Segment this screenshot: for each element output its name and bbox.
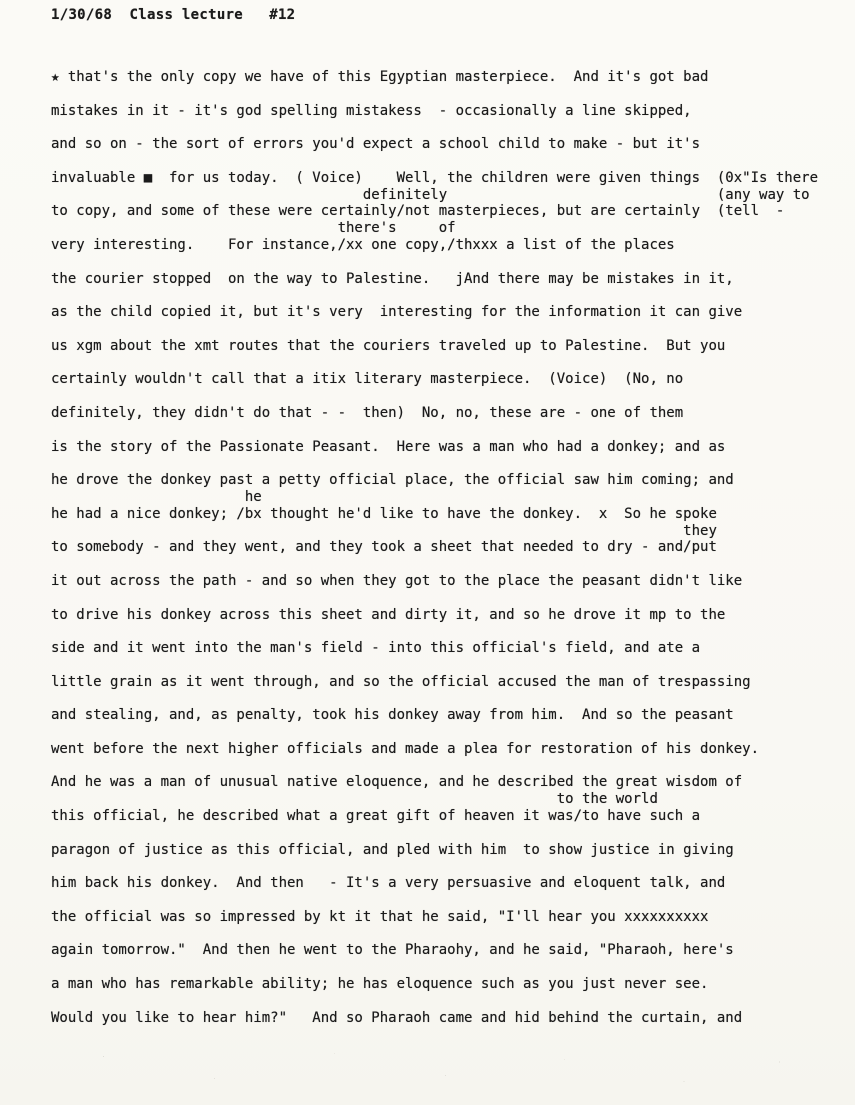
document-line: as the child copied it, but it's very interesting for the information it can give (51, 304, 743, 321)
document-line: certainly wouldn't call that a itix literary masterpiece. (Voice) (No, no (51, 371, 684, 388)
document-line: he (51, 488, 262, 505)
document-line: again tomorrow." And then he went to the Pharaohy, and he said, "Pharaoh, here's (51, 942, 734, 959)
document-line (51, 590, 855, 607)
document-line (51, 858, 855, 875)
document-line (51, 119, 855, 136)
document-line: And he was a man of unusual native eloquence, and he described the great wisdom of (51, 774, 743, 791)
photocopy-noise (40, 1040, 835, 1095)
document-line (51, 892, 855, 909)
document-line (51, 758, 855, 775)
document-line (51, 355, 855, 372)
document-line: and stealing, and, as penalty, took his donkey away from him. And so the peasant (51, 707, 734, 724)
document-line (51, 657, 855, 674)
document-line (51, 690, 855, 707)
document-line (51, 254, 855, 271)
document-line (51, 623, 855, 640)
document-line: the official was so impressed by kt it that he said, "I'll hear you xxxxxxxxxx (51, 908, 709, 925)
document-line: to drive his donkey across this sheet and dirty it, and so he drove it mp to the (51, 606, 726, 623)
document-line (51, 86, 855, 103)
document-line: ★ that's the only copy we have of this Egyptian masterpiece. And it's got bad (51, 69, 709, 85)
document-line (51, 422, 855, 439)
document-line: definitely, they didn't do that - - then) No, no, these are - one of them (51, 404, 684, 421)
document-line: very interesting. For instance,/xx one copy,/thxxx a list of the places (51, 236, 675, 253)
document-line: to somebody - and they went, and they took a sheet that needed to dry - and/put (51, 539, 717, 556)
document-line (51, 959, 855, 976)
document-line: they (51, 522, 717, 539)
document-line: to copy, and some of these were certainly/not masterpieces, but are certainly (tell - (51, 203, 785, 220)
document-line: there's of (51, 220, 456, 237)
document-line: to the world (51, 791, 658, 808)
document-line (51, 926, 855, 943)
document-line: him back his donkey. And then - It's a very persuasive and eloquent talk, and (51, 875, 726, 892)
document-line: us xgm about the xmt routes that the couriers traveled up to Palestine. But you (51, 337, 726, 354)
document-line: and so on - the sort of errors you'd expect a school child to make - but it's (51, 136, 701, 153)
document-body (51, 69, 855, 1026)
document-line: is the story of the Passionate Peasant. Here was a man who had a donkey; and as (51, 438, 726, 455)
document-line (51, 993, 855, 1010)
document-line: paragon of justice as this official, and pled with him to show justice in giving (51, 841, 734, 858)
document-line: a man who has remarkable ability; he has eloquence such as you just never see. (51, 976, 709, 993)
document-header: 1/30/68 Class lecture #12 (51, 7, 296, 23)
document-line: the courier stopped on the way to Palestine. jAnd there may be mistakes in it, (51, 270, 734, 287)
document-line: this official, he described what a great gift of heaven it was/to have such a (51, 808, 701, 825)
document-line (51, 153, 855, 170)
document-line: little grain as it went through, and so the official accused the man of trespassing (51, 673, 751, 690)
document-line: invaluable ■ for us today. ( Voice) Well, the children were given things (0x"Is there (51, 169, 819, 186)
document-line (51, 388, 855, 405)
document-line (51, 321, 855, 338)
document-line: mistakes in it - it's god spelling mistakess - occasionally a line skipped, (51, 102, 692, 119)
document-line (51, 287, 855, 304)
document-line: it out across the path - and so when they got to the place the peasant didn't like (51, 572, 743, 589)
document-line (51, 556, 855, 573)
document-line (51, 455, 855, 472)
document-line: definitely (any way to (51, 186, 810, 203)
document-line: side and it went into the man's field - into this official's field, and ate a (51, 640, 701, 657)
document-line (51, 724, 855, 741)
document-line: Would you like to hear him?" And so Pharaoh came and hid behind the curtain, and (51, 1009, 743, 1026)
document-line: went before the next higher officials and made a plea for restoration of his donkey. (51, 740, 760, 757)
document-line: he drove the donkey past a petty official place, the official saw him coming; and (51, 472, 734, 489)
document-line: he had a nice donkey; /bx thought he'd like to have the donkey. x So he spoke (51, 505, 717, 522)
document-line (51, 825, 855, 842)
